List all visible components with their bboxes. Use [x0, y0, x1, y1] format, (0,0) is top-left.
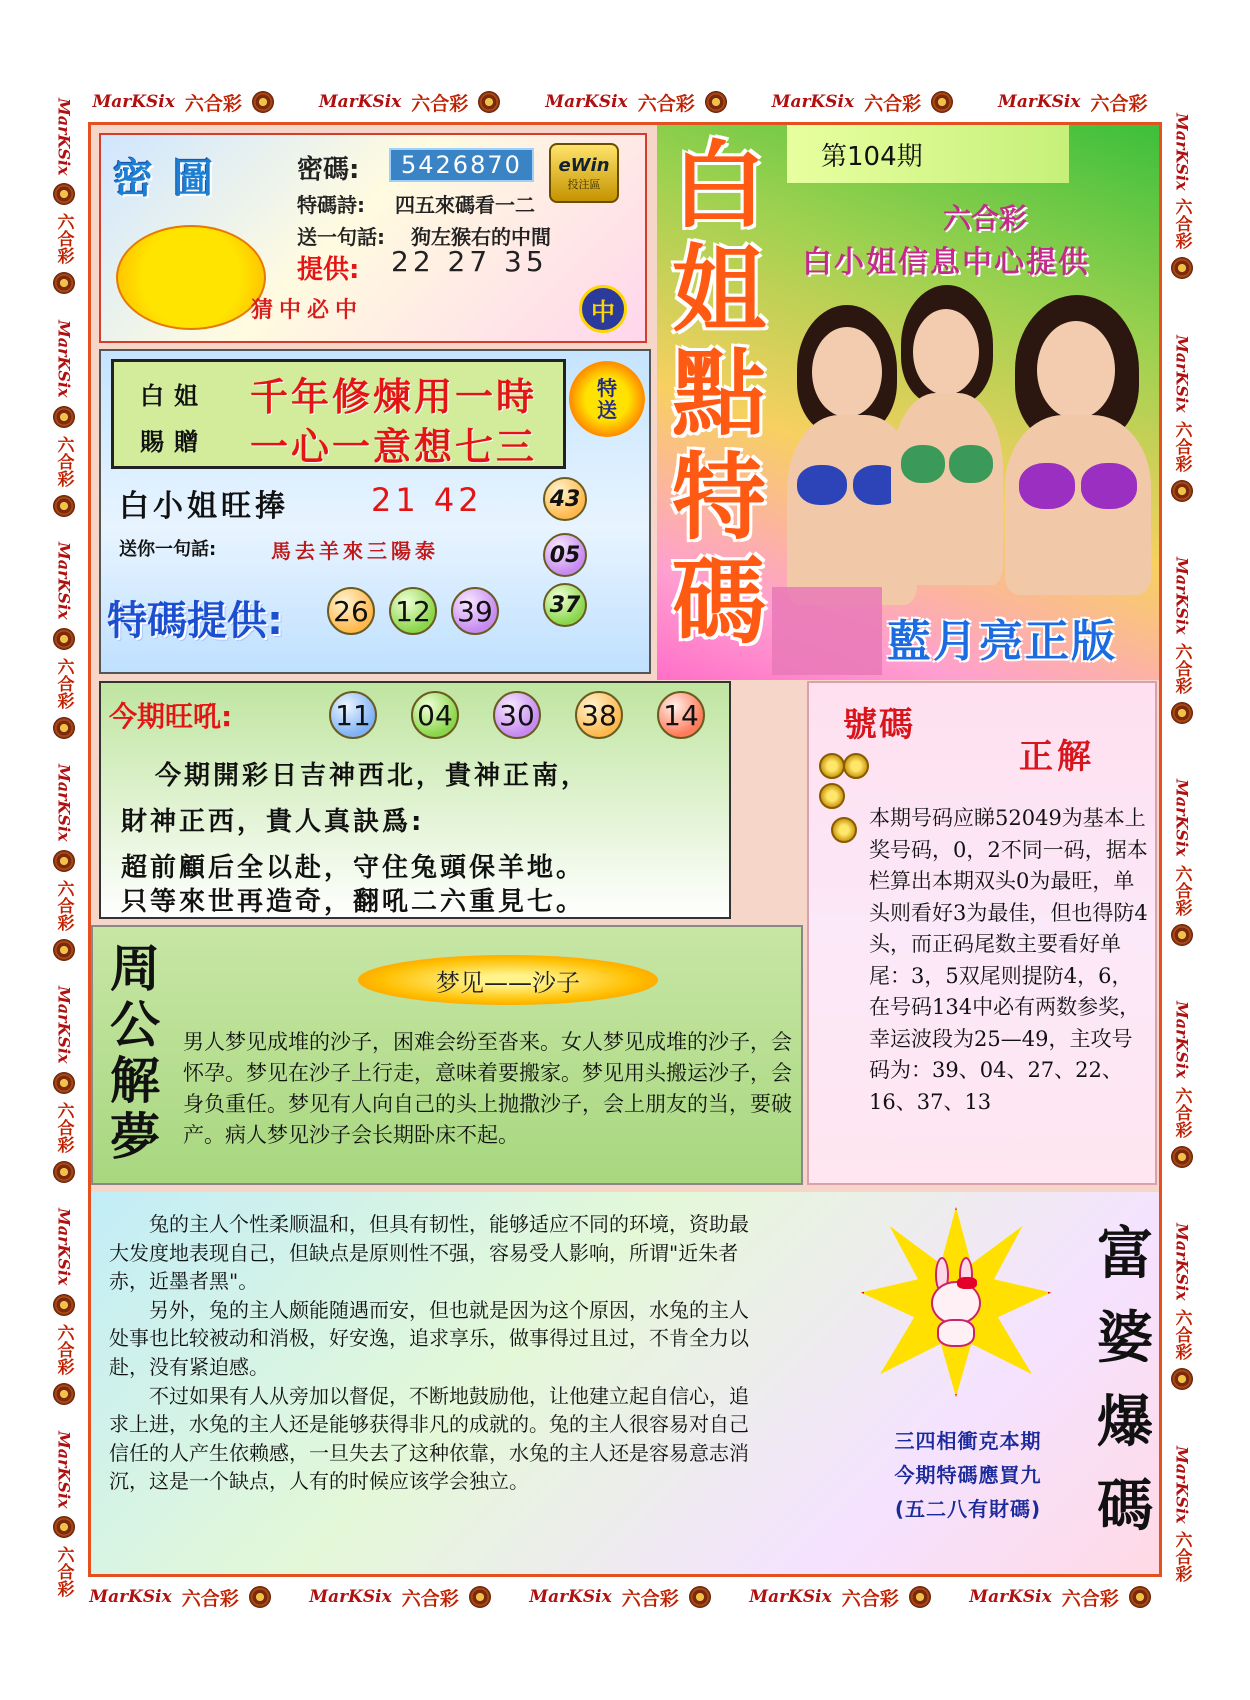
gift-panel — [99, 349, 651, 674]
brand-cn-text: 六合彩 — [1171, 864, 1192, 916]
poem-label: 特碼詩: — [297, 193, 365, 217]
secret-title: 密圖 — [113, 156, 233, 202]
wanghou-label: 今期旺吼: — [109, 700, 233, 733]
fu-title-char: 富 — [1097, 1221, 1153, 1287]
brand-en-text: MarKSix — [54, 542, 74, 620]
brand-cn-text: 六合彩 — [637, 92, 695, 115]
flower-icon — [53, 495, 75, 517]
frame-unit — [89, 1584, 270, 1611]
wanghou-verse-line: 財神正西，貴人真訣爲: — [121, 807, 425, 837]
brand-en-text: MarKSix — [1172, 1445, 1192, 1524]
brand-en-text: MarKSix — [969, 1587, 1052, 1607]
brand-en-text: MarKSix — [1172, 557, 1192, 635]
models-photo — [787, 285, 1157, 605]
side-ball: 37 — [543, 583, 587, 627]
brand-en-text: MarKSix — [545, 92, 628, 112]
brand-en-text: MarKSix — [771, 92, 855, 112]
brand-cn-text: 六合彩 — [1061, 1587, 1119, 1610]
brand-cn-text: 六合彩 — [1171, 1086, 1192, 1138]
brand-en-text: MarKSix — [529, 1587, 612, 1607]
brand-en-text: MarKSix — [54, 1208, 74, 1287]
blurred-region — [772, 587, 882, 675]
brand-en-text: MarKSix — [1172, 779, 1192, 857]
flower-icon — [53, 406, 75, 428]
frame-unit — [52, 320, 77, 517]
flower-icon — [1171, 480, 1193, 502]
brand-cn-text: 六合彩 — [411, 92, 469, 115]
frame-unit — [1170, 1223, 1195, 1390]
frame-unit — [1170, 779, 1195, 946]
brand-cn-text: 六合彩 — [621, 1587, 679, 1610]
secret-panel — [99, 133, 647, 343]
gift-label-2: 賜贈 — [140, 428, 208, 456]
frame-unit — [772, 89, 953, 116]
flower-icon — [53, 272, 75, 294]
hero-title-char: 姐 — [671, 236, 766, 345]
brand-en-text: MarKSix — [1172, 1223, 1192, 1302]
analysis-body: 本期号码应睇52049为基本上奖号码，0，2不同一码，据本栏算出本期双头0为最旺，单头则看好3为最佳，但也得防4头，而正码尾数主要看好单尾：3，5双尾则提防4，6，在号码134中必有两数参奖，幸运波段为25—49，主攻号码为：39、04、27、22、16、37、13 — [869, 806, 1148, 1114]
wanghou-ball: 14 — [657, 691, 705, 739]
brand-cn-text: 六合彩 — [53, 1324, 74, 1376]
gift-verse-1: 千年修煉用一時 — [250, 375, 538, 419]
flower-icon — [53, 1294, 75, 1316]
flower-icon — [53, 1072, 75, 1094]
fu-lines — [843, 1424, 1093, 1526]
flower-icon — [1171, 1368, 1193, 1390]
side-ball: 43 — [543, 477, 587, 521]
frame-unit — [52, 542, 77, 739]
analysis-title-2: 正解 — [1019, 737, 1095, 777]
code-label: 密碼: — [297, 155, 360, 185]
frame-unit — [1170, 1446, 1195, 1583]
brand-en-text: MarKSix — [309, 1587, 392, 1607]
brand-en-text: MarKSix — [54, 97, 74, 176]
wang-numbers: 21 42 — [371, 481, 483, 519]
dream-title-char: 周 — [110, 939, 160, 998]
bunny-icon — [923, 1257, 989, 1347]
brand-cn-text: 六合彩 — [181, 1587, 239, 1610]
wanghou-verse-line: 只等來世再造奇，翻吼二六重見七。 — [121, 887, 586, 917]
frame-unit — [309, 1584, 490, 1611]
flower-icon — [53, 183, 75, 205]
flower-icon — [53, 939, 75, 961]
brand-cn-text: 六合彩 — [53, 879, 74, 931]
wanghou-ball: 38 — [575, 691, 623, 739]
gift-box — [111, 359, 566, 469]
flower-icon — [1171, 1146, 1193, 1168]
flower-icon — [469, 1586, 491, 1608]
chance-text: 猜中必中 — [251, 298, 364, 323]
issue-box — [787, 125, 1069, 183]
seal-icon — [579, 285, 627, 333]
brand-cn-text: 六合彩 — [184, 92, 242, 115]
hero-subtitle-1: 六合彩 — [943, 202, 1028, 235]
flower-icon — [689, 1586, 711, 1608]
flower-icon — [53, 850, 75, 872]
side-ball: 05 — [543, 533, 587, 577]
brand-cn-text: 六合彩 — [53, 1101, 74, 1153]
rabbit-paragraph: 另外，兔的主人颇能随遇而安，但也就是因为这个原因，水兔的主人处事也比较被动和消极，好安逸，追求享乐，做事得过且过，不肯全力以赴，没有紧迫感。 — [109, 1297, 749, 1379]
brand-cn-text: 六合彩 — [864, 92, 922, 115]
dream-body: 男人梦见成堆的沙子，困难会纷至沓来。女人梦见成堆的沙子，会怀孕。梦见在沙子上行走，意味着要搬家。梦见用头搬运沙子，会身负重任。梦见有人向自己的头上抛撒沙子，会上朋友的当，要破产。病人梦见沙子会长期卧床不起。 — [183, 1030, 792, 1147]
wanghou-verse-line: 今期開彩日吉神西北，貴神正南， — [155, 761, 591, 791]
brand-cn-text: 六合彩 — [1171, 642, 1192, 694]
special-char-2: 送 — [597, 398, 617, 422]
send-text: 馬去羊來三陽泰 — [271, 539, 439, 563]
frame-right-strip — [1160, 85, 1204, 1610]
analysis-panel — [807, 681, 1157, 1185]
dream-title-char: 公 — [110, 995, 160, 1054]
brand-en-text: MarKSix — [749, 1587, 832, 1607]
fu-line: (五二八有財碼) — [894, 1497, 1042, 1521]
frame-unit — [969, 1584, 1150, 1611]
seal-char: 中 — [591, 297, 615, 326]
brand-cn-text: 六合彩 — [1171, 198, 1192, 250]
main-sheet — [88, 122, 1162, 1577]
model-right — [997, 295, 1157, 595]
dream-panel — [91, 925, 803, 1185]
frame-unit — [1170, 557, 1195, 724]
brand-cn-text: 六合彩 — [53, 1546, 74, 1598]
frame-unit — [998, 89, 1147, 116]
frame-unit — [319, 89, 500, 116]
brand-cn-text: 六合彩 — [1171, 420, 1192, 472]
brand-en-text: MarKSix — [318, 92, 402, 112]
frame-unit — [529, 1584, 710, 1611]
sentence-text: 狗左猴右的中間 — [411, 225, 551, 249]
hero-title-char: 特 — [671, 444, 766, 553]
flower-icon — [53, 1383, 75, 1405]
brand-cn-text: 六合彩 — [1171, 1309, 1192, 1361]
frame-unit — [1170, 335, 1195, 502]
flower-icon — [931, 91, 953, 113]
frame-unit — [52, 1431, 77, 1598]
frame-top-strip — [70, 80, 1170, 124]
flower-icon — [1171, 702, 1193, 724]
frame-unit — [545, 89, 726, 116]
ewin-logo[interactable] — [549, 143, 619, 203]
fu-line: 三四相衝克本期 — [894, 1429, 1042, 1453]
frame-unit — [52, 98, 77, 295]
special-char-1: 特 — [597, 376, 617, 400]
brand-en-text: MarKSix — [1172, 112, 1192, 191]
fu-title-char: 婆 — [1097, 1305, 1153, 1371]
wanghou-ball: 11 — [329, 691, 377, 739]
frame-unit — [52, 764, 77, 961]
fu-title-char: 碼 — [1097, 1473, 1153, 1539]
brand-en-text: MarKSix — [54, 764, 74, 842]
tema-ball: 26 — [327, 587, 375, 635]
brand-en-text: MarKSix — [1172, 334, 1192, 413]
flower-icon — [252, 91, 274, 113]
brand-cn-text: 六合彩 — [1090, 92, 1148, 115]
model-middle — [887, 285, 1007, 585]
gift-verse-2: 一心一意想七三 — [250, 425, 538, 469]
flower-icon — [1171, 924, 1193, 946]
rabbit-body — [109, 1210, 759, 1496]
rabbit-panel — [91, 1192, 1162, 1577]
tema-ball: 12 — [389, 587, 437, 635]
brand-cn-text: 六合彩 — [53, 435, 74, 487]
special-burst-icon — [569, 361, 645, 437]
hero-title — [665, 132, 773, 657]
brand-cn-text: 六合彩 — [401, 1587, 459, 1610]
brand-cn-text: 六合彩 — [1171, 1531, 1192, 1583]
flower-icon — [909, 1586, 931, 1608]
gift-label-1: 白姐 — [140, 382, 208, 410]
wanghou-verse-line: 超前顧后全以赴，守住兔頭保羊地。 — [121, 853, 586, 883]
brand-en-text: MarKSix — [998, 92, 1081, 112]
frame-left-strip — [42, 85, 86, 1610]
frame-unit — [92, 89, 273, 116]
hero-panel — [657, 125, 1162, 680]
flower-icon — [1171, 257, 1193, 279]
flower-icon — [53, 628, 75, 650]
dream-title — [105, 941, 165, 1165]
secret-image — [116, 225, 266, 330]
wang-label: 白小姐旺捧 — [119, 489, 289, 524]
brand-en-text: MarKSix — [1172, 1001, 1192, 1079]
brand-en-text: MarKSix — [54, 986, 74, 1064]
wanghou-ball: 30 — [493, 691, 541, 739]
tema-ball: 39 — [451, 587, 499, 635]
brand-cn-text: 六合彩 — [53, 657, 74, 709]
brand-en-text: MarKSix — [92, 92, 175, 112]
flower-icon — [53, 1161, 75, 1183]
frame-bottom-strip — [70, 1575, 1170, 1619]
frame-unit — [1170, 1001, 1195, 1168]
brand-cn-text: 六合彩 — [53, 213, 74, 265]
fu-title — [1093, 1212, 1157, 1548]
analysis-title-1: 號碼 — [843, 705, 915, 745]
brand-en-text: MarKSix — [89, 1587, 172, 1607]
hero-title-char: 點 — [671, 340, 766, 449]
hero-title-char: 碼 — [671, 548, 766, 657]
hero-subtitle-2: 白小姐信息中心提供 — [802, 245, 1090, 280]
brand-text: 藍月亮正版 — [887, 616, 1117, 667]
dream-title-char: 夢 — [110, 1107, 160, 1166]
ewin-main-text: eWin — [558, 154, 610, 176]
issue-number: 第104期 — [821, 141, 923, 172]
flower-icon — [53, 717, 75, 739]
poem-text: 四五來碼看一二 — [395, 193, 535, 217]
flower-icon — [478, 91, 500, 113]
flower-icon — [249, 1586, 271, 1608]
rabbit-paragraph: 不过如果有人从旁加以督促，不断地鼓励他，让他建立起自信心，追求上进，水兔的主人还是能够获得非凡的成就的。兔的主人很容易对自己信任的人产生依赖感，一旦失去了这种依靠，水兔的主人还是容易意志消沉，这是一个缺点，人有的时候应该学会独立。 — [109, 1383, 749, 1494]
dream-title-char: 解 — [110, 1051, 160, 1110]
provide-label: 提供: — [297, 255, 360, 285]
fu-line: 今期特碼應買九 — [894, 1463, 1042, 1487]
ewin-sub-text: 投注區 — [567, 177, 601, 191]
tema-label: 特碼提供: — [107, 598, 283, 644]
flower-icon — [1129, 1586, 1151, 1608]
brand-cn-text: 六合彩 — [841, 1587, 899, 1610]
frame-unit — [749, 1584, 930, 1611]
frame-unit — [1170, 113, 1195, 280]
rabbit-paragraph: 兔的主人个性柔顺温和，但具有韧性，能够适应不同的环境，资助最大发度地表现自己，但缺点是原则性不强，容易受人影响，所谓"近朱者赤，近墨者黑"。 — [109, 1212, 749, 1294]
sentence-label: 送一句話: — [297, 225, 385, 249]
fu-title-char: 爆 — [1097, 1389, 1153, 1455]
hero-title-char: 白 — [671, 132, 766, 241]
wanghou-panel — [99, 681, 731, 919]
flower-icon — [53, 1516, 75, 1538]
provide-numbers: 22 27 35 — [391, 245, 548, 278]
brand-en-text: MarKSix — [54, 319, 74, 398]
flower-icon — [705, 91, 727, 113]
dream-subtitle: 梦见——沙子 — [358, 955, 658, 1005]
brand-en-text: MarKSix — [54, 1430, 74, 1509]
frame-unit — [52, 1208, 77, 1405]
code-value: 5426870 — [389, 148, 534, 182]
send-label: 送你一句話: — [119, 539, 217, 560]
wanghou-ball: 04 — [411, 691, 459, 739]
frame-unit — [52, 986, 77, 1183]
